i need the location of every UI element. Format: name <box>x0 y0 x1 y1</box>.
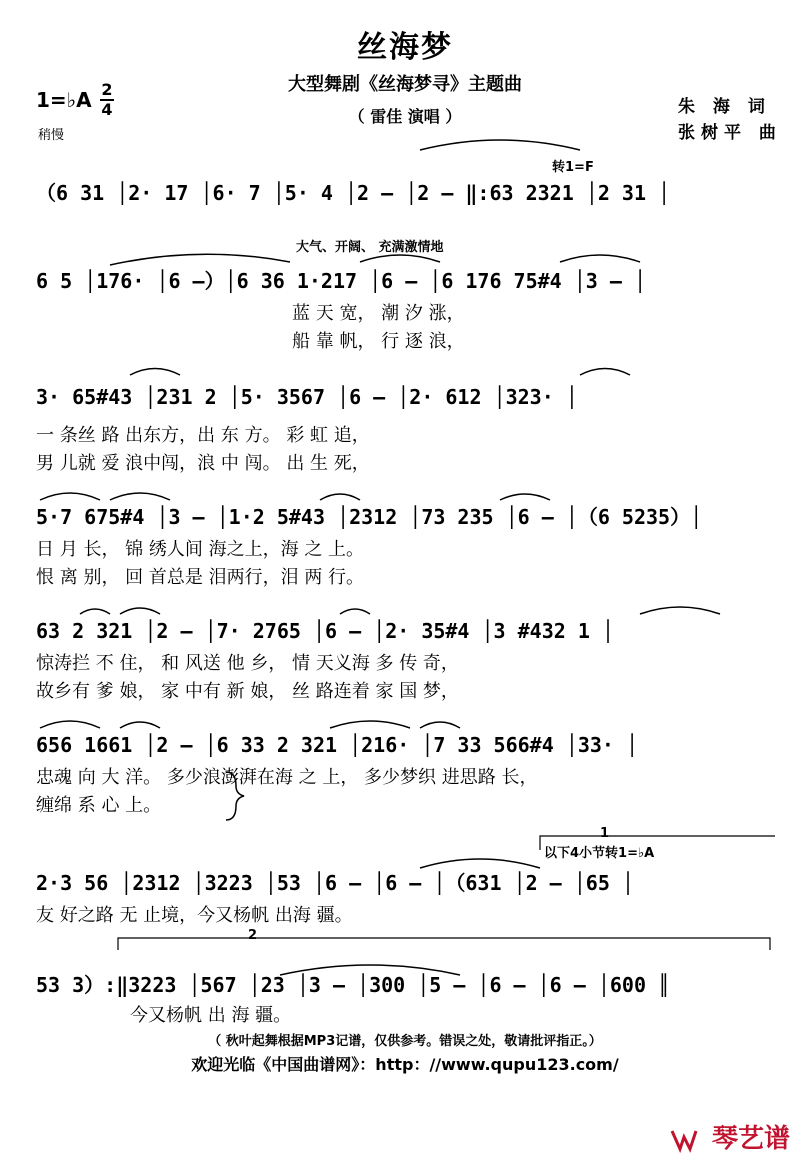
notation-row-1: （6 31 │2· 17 │6· 7 │5· 4 │2 – │2 – ‖:63 2321 │2 31 │ <box>36 181 671 205</box>
key-signature: 1=♭A <box>36 88 92 112</box>
lyric-row-7-verse-1: 友 好之路 无 止境，今又杨帆 出海 疆。 <box>36 905 353 926</box>
website-welcome-link[interactable]: 欢迎光临《中国曲谱网》：http：//www.qupu123.com/ <box>191 1055 619 1074</box>
lyric-row-6-verse-1: 忠魂 向 大 洋。 多少浪澎湃在海 之 上， 多少梦织 进思路 长， <box>36 767 538 788</box>
composer-credit: 张树平 曲 <box>678 123 782 143</box>
transcription-note: （ 秋叶起舞根据MP3记谱，仅供参考。错误之处，敬请批评指正。） <box>208 1034 602 1049</box>
lyric-row-5-verse-1: 惊涛拦 不 住， 和 风送 他 乡， 情 天义海 多 传 奇， <box>36 653 459 674</box>
lyricist-credit: 朱 海 词 <box>678 97 771 117</box>
logo-text: 琴艺谱 <box>711 1124 790 1154</box>
volta-1-label: 1 <box>600 826 610 841</box>
expression-marking: 大气、开阔、 充满激情地 <box>296 240 444 255</box>
song-title: 丝海梦 <box>357 30 453 65</box>
volta-2-label: 2 <box>248 928 258 943</box>
modulation-marking-f: 转1=F <box>552 160 594 175</box>
singer-credit: （ 雷佳 演唱 ） <box>348 107 462 126</box>
lyric-row-2-verse-1: 蓝 天 宽， 潮 汐 涨， <box>292 303 465 324</box>
tempo-marking: 稍慢 <box>38 128 65 143</box>
lyric-row-3-verse-1: 一 条丝 路 出东方，出 东 方。 彩 虹 追， <box>36 425 370 446</box>
site-logo <box>669 1118 790 1155</box>
notation-row-2: 6 5 │176· │6 –）│6 36 1·217 │6 – │6 176 75#4 │3 – │ <box>36 269 647 293</box>
notation-row-5: 63 2 321 │2 – │7· 2765 │6 – │2· 35#4 │3 #432 1 │ <box>36 619 614 643</box>
notation-row-6: 656 1661 │2 – │6 33 2 321 │216· │7 33 566#4 │33· │ <box>36 733 639 757</box>
lyric-row-4-verse-1: 日 月 长， 锦 绣人间 海之上，海 之 上。 <box>36 539 365 560</box>
time-signature <box>100 82 114 118</box>
notation-row-4: 5·7 675#4 │3 – │1·2 5#43 │2312 │73 235 │6 – │（6 5235）│ <box>36 505 703 529</box>
notation-row-3: 3· 65#43 │231 2 │5· 3567 │6 – │2· 612 │323· │ <box>36 385 578 409</box>
meter-bottom: 4 <box>101 100 113 119</box>
lyric-row-4-verse-2: 恨 离 别， 回 首总是 泪两行，泪 两 行。 <box>36 567 365 588</box>
lyric-row-6-verse-2: 缠绵 系 心 上。 <box>36 795 162 816</box>
modulation-marking-ab: 以下4小节转1=♭A <box>544 846 655 861</box>
qinyi-logo-icon <box>669 1124 708 1154</box>
notation-row-7: 2·3 56 │2312 │3223 │53 │6 – │6 – │（631 │2 – │65 │ <box>36 871 634 895</box>
song-subtitle: 大型舞剧《丝海梦寻》主题曲 <box>288 74 522 95</box>
notation-row-8: 53 3）:‖3223 │567 │23 │3 – │300 │5 – │6 – │6 – │600 ║ <box>36 973 671 997</box>
lyric-row-3-verse-2: 男 儿就 爱 浪中闯，浪 中 闯。 出 生 死， <box>36 453 370 474</box>
lyric-row-8-verse-1: 今又杨帆 出 海 疆。 <box>130 1005 292 1026</box>
lyric-row-5-verse-2: 故乡有 爹 娘， 家 中有 新 娘， 丝 路连着 家 国 梦， <box>36 681 459 702</box>
meter-top: 2 <box>101 80 113 99</box>
lyric-row-2-verse-2: 船 靠 帆， 行 逐 浪， <box>292 331 465 352</box>
